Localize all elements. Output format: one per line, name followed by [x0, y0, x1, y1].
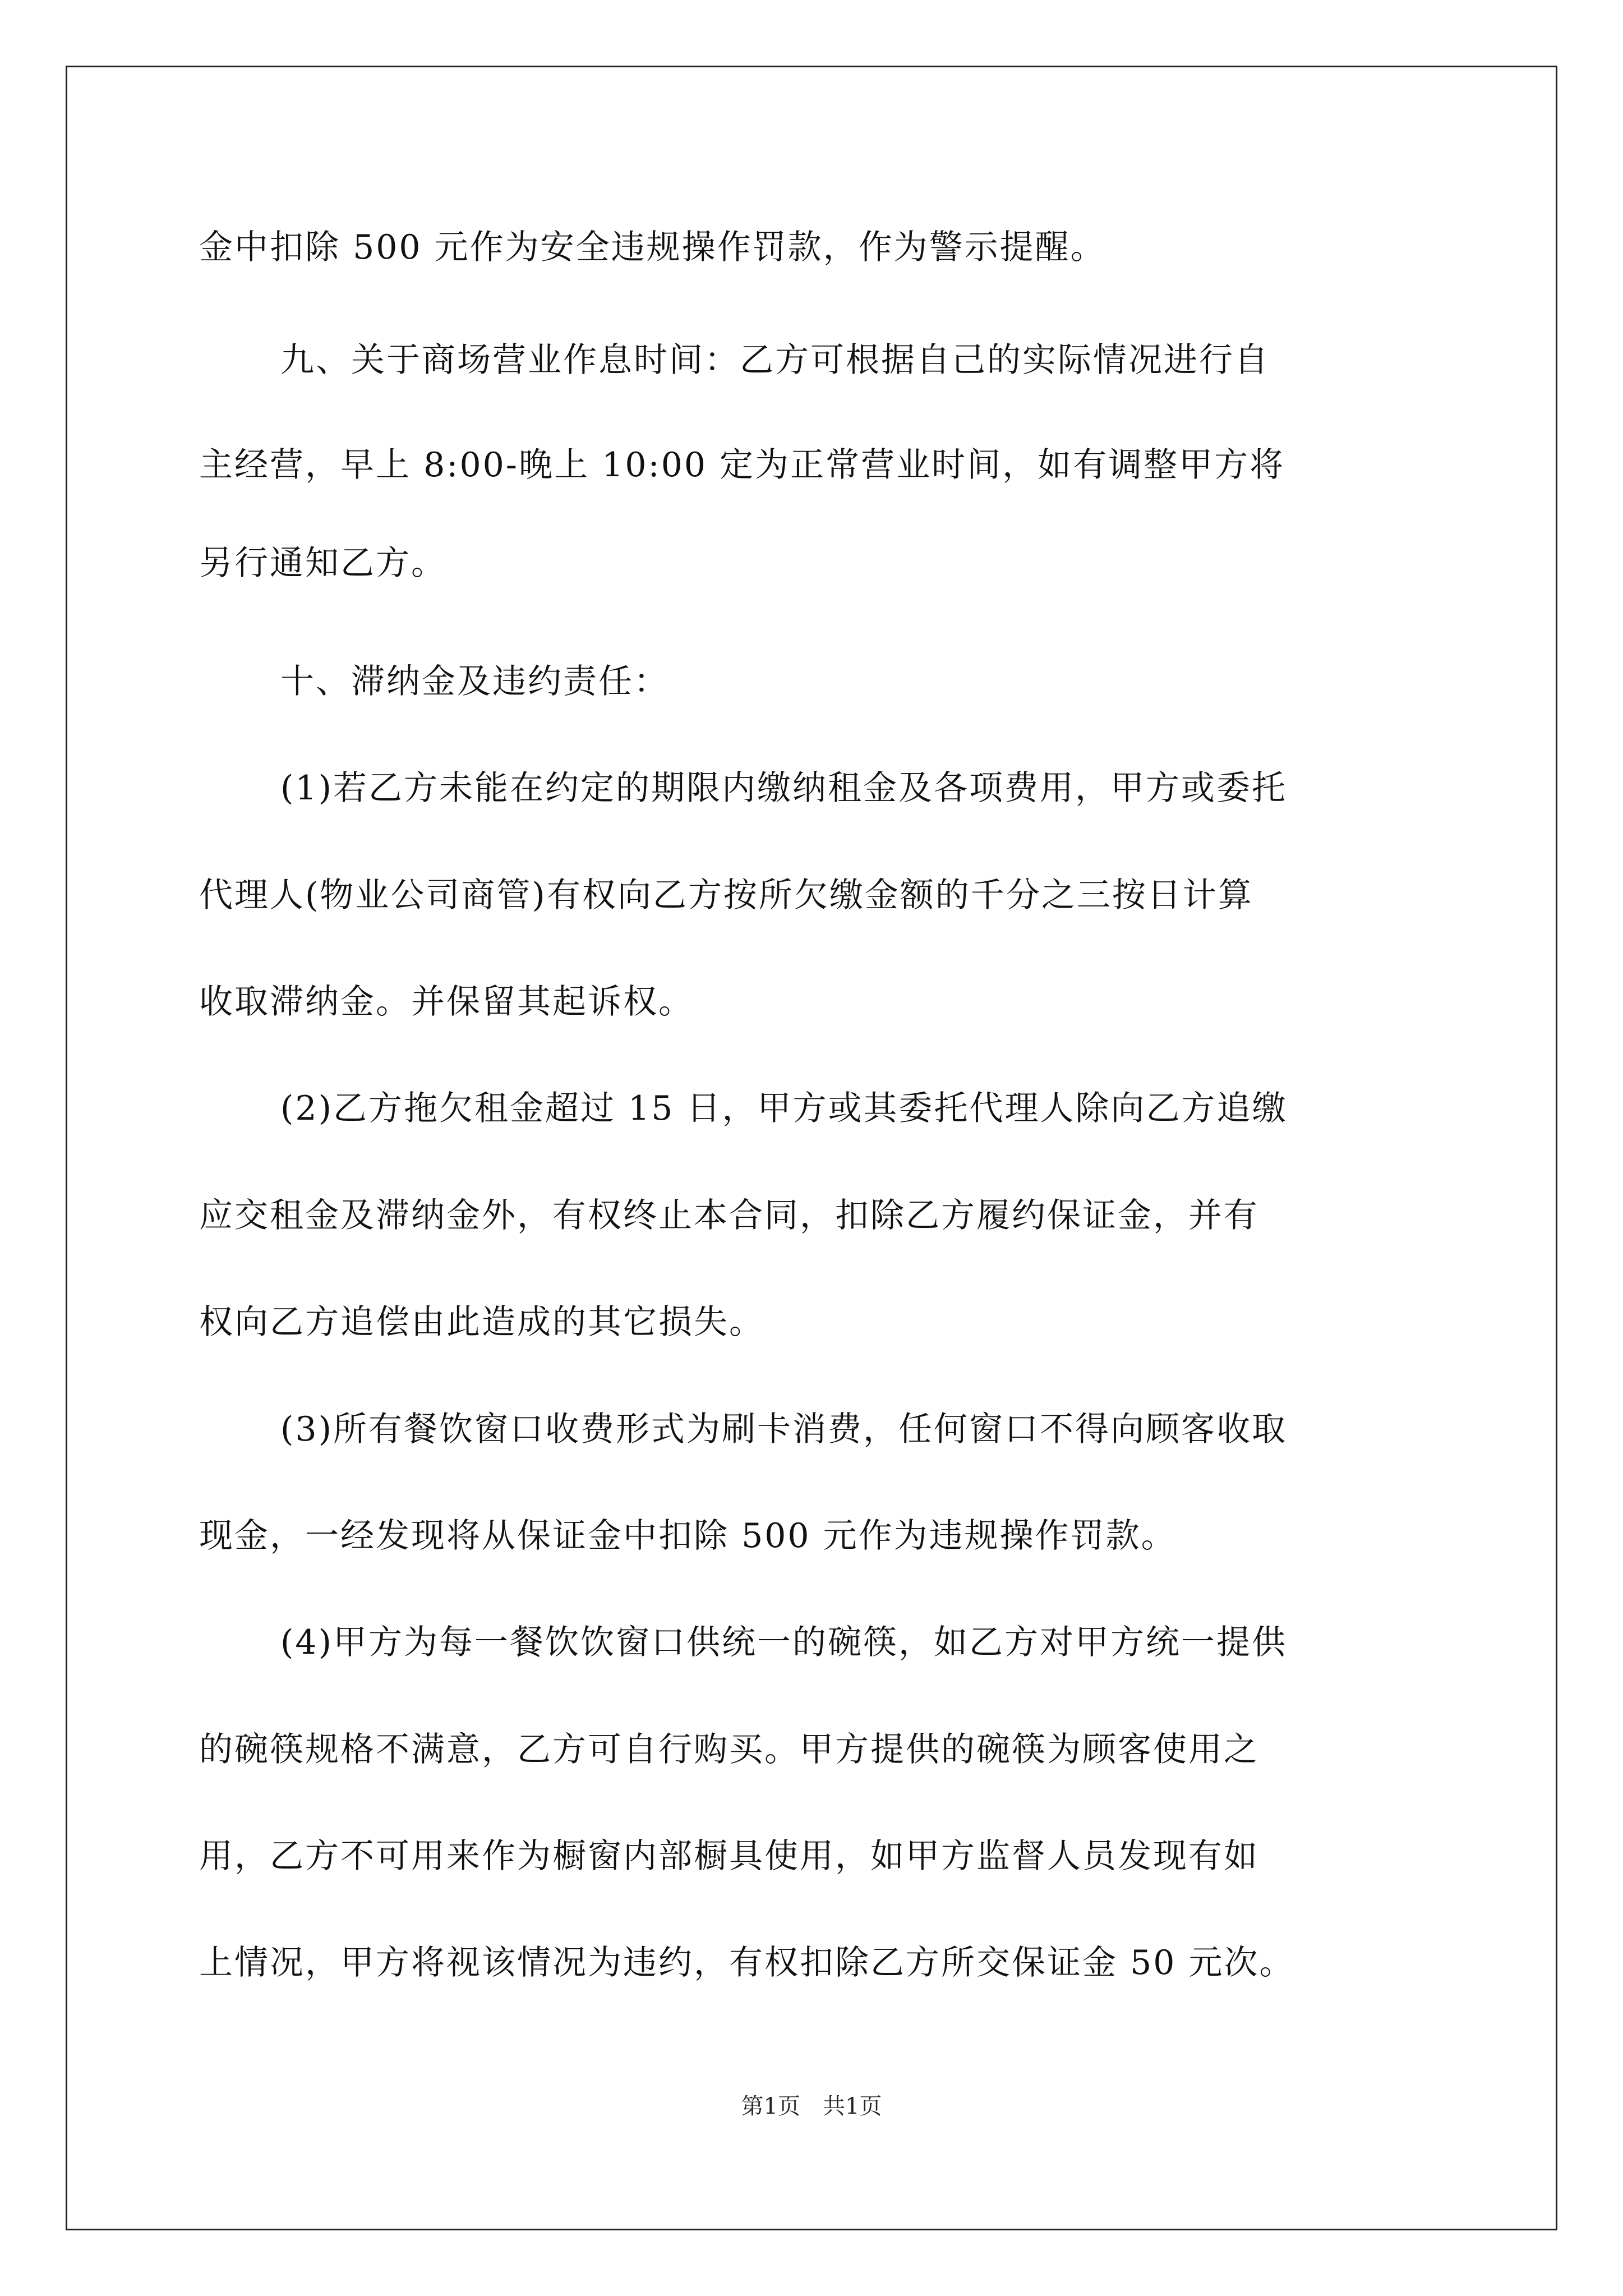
page-border	[66, 66, 1557, 2230]
text-line: 收取滞纳金。并保留其起诉权。	[199, 982, 694, 1022]
text-line: (2)乙方拖欠租金超过 15 日，甲方或其委托代理人除向乙方追缴	[280, 1089, 1288, 1128]
text-line: (3)所有餐饮窗口收费形式为刷卡消费，任何窗口不得向顾客收取	[280, 1410, 1287, 1449]
text-line: 金中扣除 500 元作为安全违规操作罚款，作为警示提醒。	[199, 228, 1106, 267]
text-line: 十、滞纳金及违约责任：	[280, 662, 669, 701]
page-number-footer: 第1页 共1页	[741, 2093, 882, 2119]
text-line: 代理人(物业公司商管)有权向乙方按所欠缴金额的千分之三按日计算	[199, 876, 1253, 915]
text-line: (4)甲方为每一餐饮饮窗口供统一的碗筷，如乙方对甲方统一提供	[280, 1623, 1287, 1662]
text-line: 的碗筷规格不满意，乙方可自行购买。甲方提供的碗筷为顾客使用之	[199, 1730, 1259, 1769]
text-line: 应交租金及滞纳金外，有权终止本合同，扣除乙方履约保证金，并有	[199, 1196, 1259, 1235]
text-line: (1)若乙方未能在约定的期限内缴纳租金及各项费用，甲方或委托	[280, 769, 1287, 808]
text-line: 九、关于商场营业作息时间：乙方可根据自己的实际情况进行自	[280, 341, 1270, 380]
text-line: 另行通知乙方。	[199, 544, 446, 583]
text-line: 权向乙方追偿由此造成的其它损失。	[199, 1303, 764, 1342]
text-line: 现金，一经发现将从保证金中扣除 500 元作为违规操作罚款。	[199, 1516, 1177, 1556]
text-line: 上情况，甲方将视该情况为违约，有权扣除乙方所交保证金 50 元次。	[199, 1943, 1295, 1982]
text-line: 主经营，早上 8:00-晚上 10:00 定为正常营业时间，如有调整甲方将	[199, 445, 1285, 485]
text-line: 用，乙方不可用来作为橱窗内部橱具使用，如甲方监督人员发现有如	[199, 1837, 1259, 1876]
